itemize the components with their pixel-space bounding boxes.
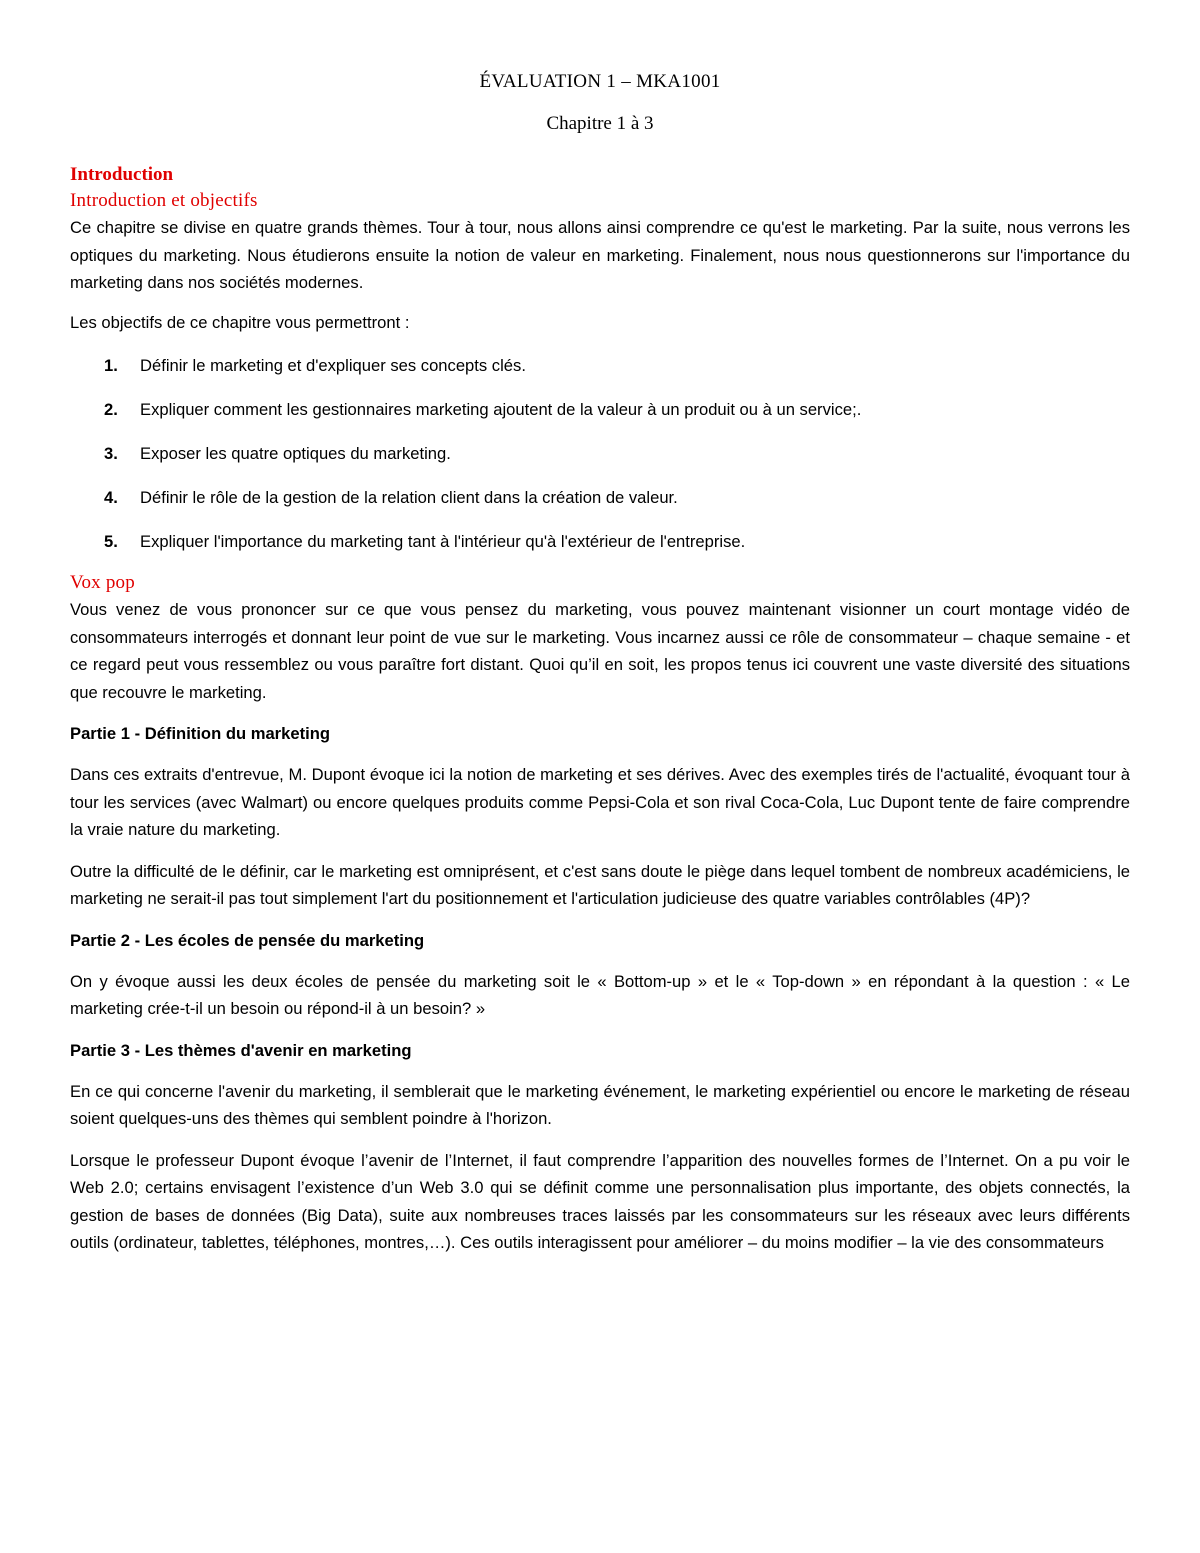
list-item-number: 4.: [104, 488, 118, 507]
list-item-text: Définir le rôle de la gestion de la relation client dans la création de valeur.: [140, 488, 678, 507]
part1-paragraph-1: Dans ces extraits d'entrevue, M. Dupont évoque ici la notion de marketing et ses dérives. Avec des exemples tirés de l'actualité, évoquant tour à tour les services (avec Walmart) ou encore quelques produits comme Pepsi-Cola et son rival Coca-Cola, Luc Dupont tente de faire comprendre la vraie nature du marketing.: [70, 765, 1130, 839]
part2-paragraph-1: On y évoque aussi les deux écoles de pensée du marketing soit le « Bottom-up » et le « Top-down » en répondant à la question : « Le marketing crée-t-il un besoin ou répond-il à un besoin? »: [70, 971, 1130, 1018]
part3-paragraph-2: Lorsque le professeur Dupont évoque l’avenir de l’Internet, il faut comprendre l’apparition des nouvelles formes de l’Internet. On a pu voir le Web 2.0; certains envisagent l’existence d’un Web 3.0 qui se définit comme une personnalisation plus importante, des objets connectés, la gestion de bases de données (Big Data), suite aux nombreuses traces laissés par les consommateurs sur les réseaux avec leurs différents outils (ordinateur, tablettes, téléphones, montres,…). Ces outils interagissent pour améliorer – du moins modifier – la vie des consommateurs: [70, 1150, 1130, 1252]
list-item-text: Exposer les quatre optiques du marketing.: [140, 444, 451, 463]
part1-heading: Partie 1 - Définition du marketing: [70, 724, 331, 743]
intro-paragraph: Ce chapitre se divise en quatre grands thèmes. Tour à tour, nous allons ainsi comprendre ce qu'est le marketing. Par la suite, nous verrons les optiques du marketing. Nous étudierons ensuite la notion de valeur en marketing. Finalement, nous nous questionnerons sur l'importance du marketing dans nos sociétés modernes.: [70, 218, 1130, 292]
document-subtitle: Chapitre 1 à 3: [546, 113, 654, 134]
list-item-text: Définir le marketing et d'expliquer ses concepts clés.: [140, 356, 526, 375]
list-item-text: Expliquer l'importance du marketing tant à l'intérieur qu'à l'extérieur de l'entreprise.: [140, 532, 746, 551]
document-title: ÉVALUATION 1 – MKA1001: [479, 71, 721, 92]
part1-paragraph-2: Outre la difficulté de le définir, car le marketing est omniprésent, et c'est sans doute le piège dans lequel tombent de nombreux académiciens, le marketing ne serait-il pas tout simplement l'art du positionnement et l'articulation judicieuse des quatre variables contrôlables (4P)?: [70, 861, 1130, 908]
list-item: [70, 528, 1130, 556]
voxpop-paragraph: Vous venez de vous prononcer sur ce que vous pensez du marketing, vous pouvez maintenant visionner un court montage vidéo de consommateurs interrogés et donnant leur point de vue sur le marketing. Vous incarnez aussi ce rôle de consommateur – chaque semaine - et ce regard peut vous ressemblez ou vous paraître fort distant. Quoi qu’il en soit, les propos tenus ici couvrent une vaste diversité des situations que recouvre le marketing.: [70, 600, 1130, 702]
list-item: [70, 352, 1130, 380]
objectives-list: [70, 352, 1130, 556]
part3-heading: Partie 3 - Les thèmes d'avenir en marketing: [70, 1040, 412, 1060]
objectives-lead: Les objectifs de ce chapitre vous permettront :: [70, 312, 410, 332]
subheading-introduction-objectifs: Introduction et objectifs: [70, 190, 258, 211]
list-item-number: 5.: [104, 532, 118, 551]
list-item-number: 2.: [104, 400, 118, 419]
list-item-text: Expliquer comment les gestionnaires marketing ajoutent de la valeur à un produit ou à un service;.: [140, 400, 862, 419]
list-item: [70, 396, 1130, 424]
subheading-vox-pop: Vox pop: [70, 572, 135, 593]
section-heading-introduction: Introduction: [70, 164, 174, 185]
list-item-number: 1.: [104, 356, 118, 375]
list-item-number: 3.: [104, 444, 118, 463]
document-page: [70, 68, 1130, 1271]
list-item: [70, 484, 1130, 512]
part2-heading: Partie 2 - Les écoles de pensée du marketing: [70, 930, 425, 950]
list-item: [70, 440, 1130, 468]
part3-paragraph-1: En ce qui concerne l'avenir du marketing, il semblerait que le marketing événement, le marketing expérientiel ou encore le marketing de réseau soient quelques-uns des thèmes qui semblent poindre à l'horizon.: [70, 1081, 1130, 1128]
